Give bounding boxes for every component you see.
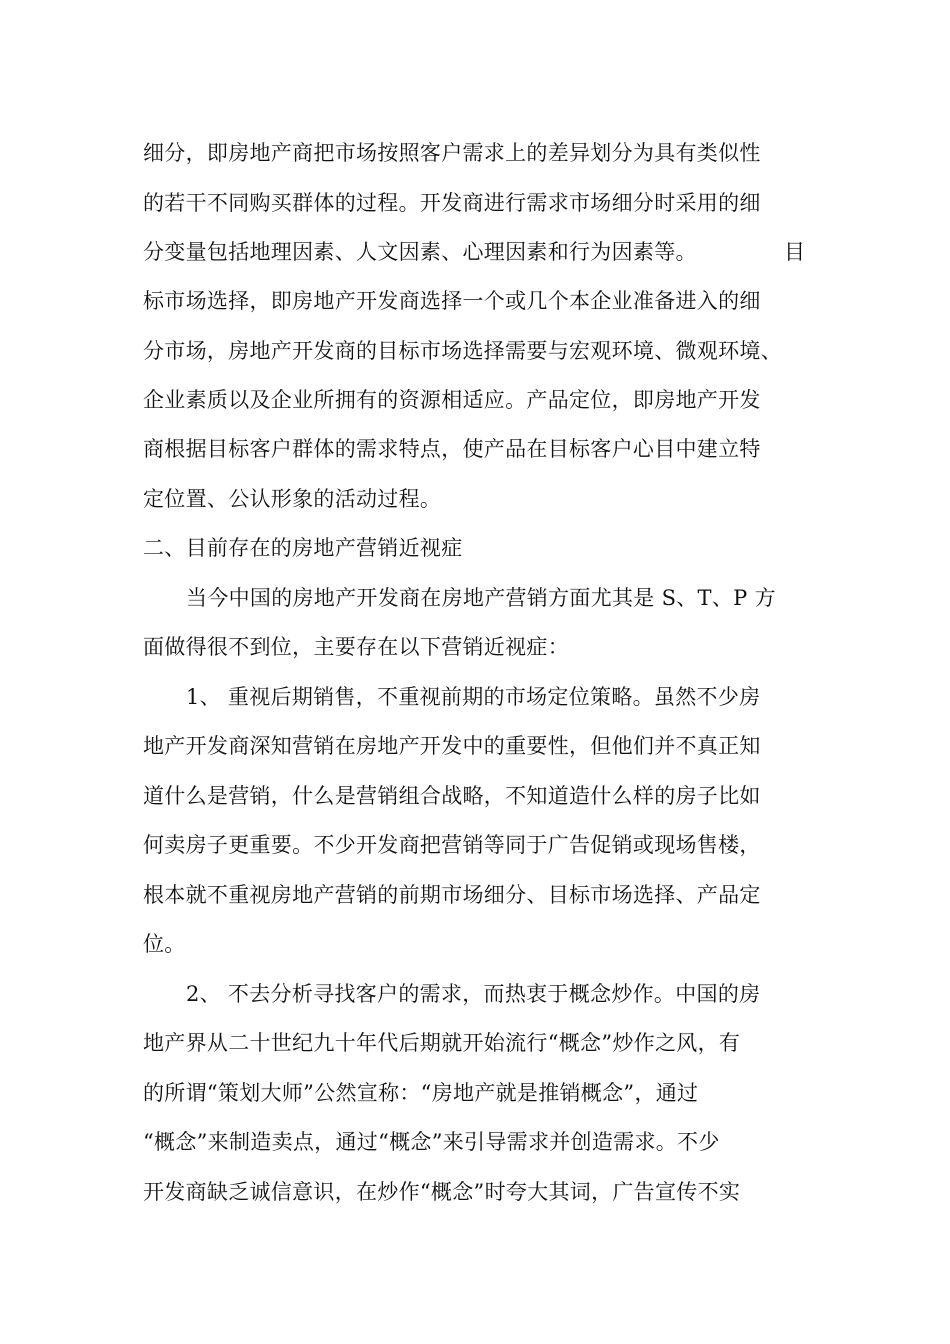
- text-line: 细分，即房地产商把市场按照客户需求上的差异划分为具有类似性: [143, 141, 761, 165]
- text-line: 定位置、公认形象的活动过程。: [143, 487, 442, 511]
- text-line: 何卖房子更重要。不少开发商把营销等同于广告促销或现场售楼，: [143, 833, 761, 857]
- text-line: 企业素质以及企业所拥有的资源相适应。产品定位，即房地产开发: [143, 388, 761, 412]
- section-heading: 二、目前存在的房地产营销近视症: [143, 536, 463, 560]
- text-line: 根本就不重视房地产营销的前期市场细分、目标市场选择、产品定: [143, 883, 761, 907]
- text-line: 标市场选择，即房地产开发商选择一个或几个本企业准备进入的细: [143, 289, 761, 313]
- text-line: 面做得很不到位，主要存在以下营销近视症：: [143, 635, 569, 659]
- text-line: 分市场，房地产开发商的目标市场选择需要与宏观环境、微观环境、: [143, 339, 782, 363]
- text-line: 分变量包括地理因素、人文因素、心理因素和行为因素等。: [143, 240, 697, 264]
- text-line: 开发商缺乏诚信意识，在炒作“概念”时夸大其词，广告宣传不实: [143, 1180, 741, 1204]
- list-item-2-first-line: 2、 不去分析寻找客户的需求，而热衷于概念炒作。中国的房: [186, 982, 761, 1006]
- text-line: 地产界从二十世纪九十年代后期就开始流行“概念”炒作之风，有: [143, 1031, 741, 1055]
- text-line: “概念”来制造卖点，通过“概念”来引导需求并创造需求。不少: [143, 1130, 720, 1154]
- text-line-trailing-char: 目: [784, 240, 805, 264]
- text-line: 商根据目标客户群体的需求特点，使产品在目标客户心目中建立特: [143, 437, 761, 461]
- text-line: 的所谓“策划大师”公然宣称：“房地产就是推销概念”，通过: [143, 1081, 699, 1105]
- text-line: 位。: [143, 932, 186, 956]
- list-item-1-first-line: 1、 重视后期销售，不重视前期的市场定位策略。虽然不少房: [186, 685, 761, 709]
- text-line: 道什么是营销，什么是营销组合战略，不知道造什么样的房子比如: [143, 784, 761, 808]
- text-line: 的若干不同购买群体的过程。开发商进行需求市场细分时采用的细: [143, 191, 761, 215]
- paragraph-first-line: 当今中国的房地产开发商在房地产营销方面尤其是 S、T、P 方: [186, 586, 776, 610]
- text-line: 地产开发商深知营销在房地产开发中的重要性，但他们并不真正知: [143, 734, 761, 758]
